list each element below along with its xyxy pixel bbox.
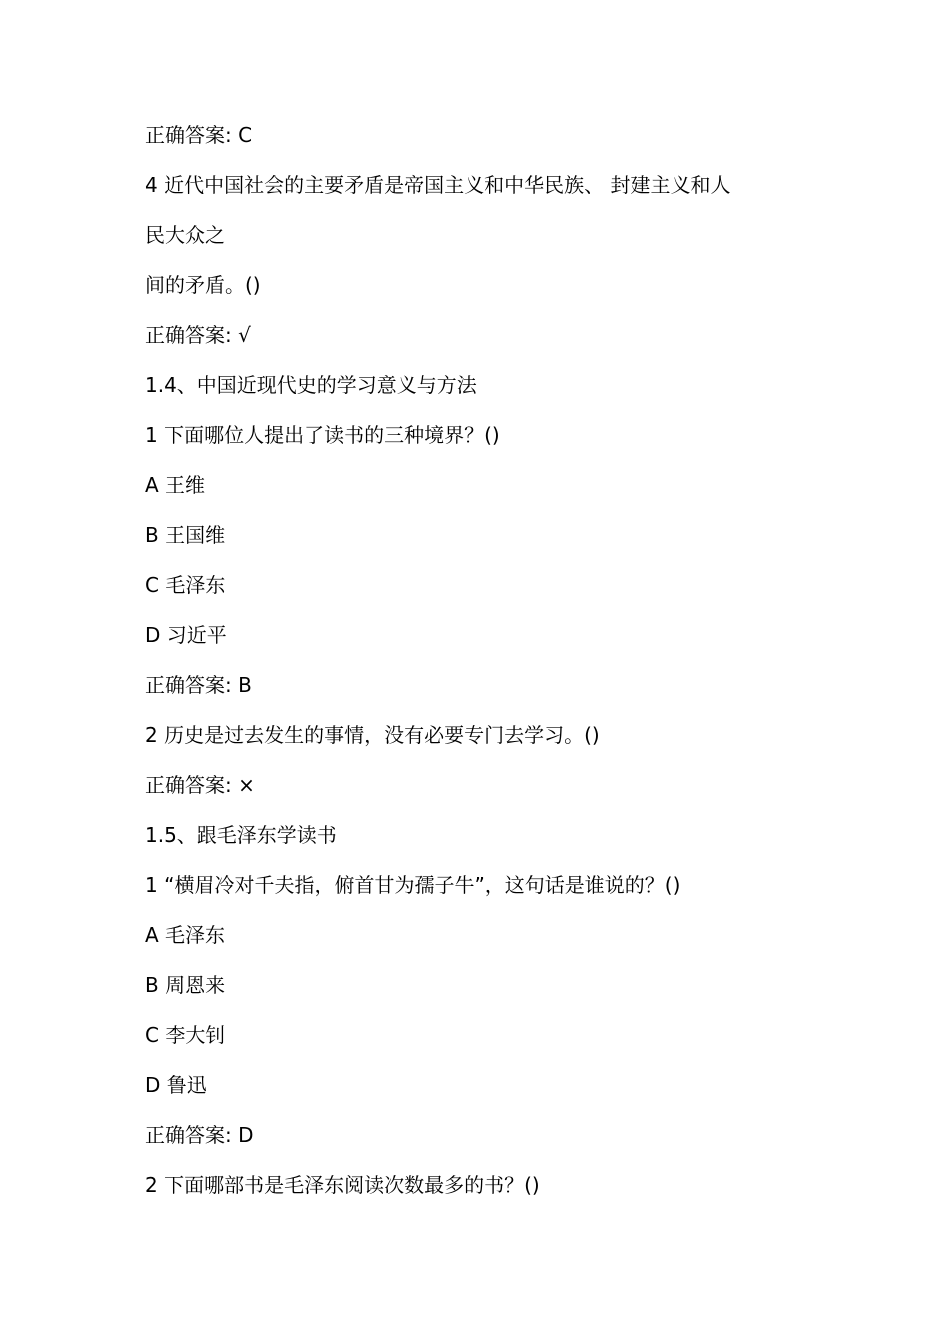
answer-line: 正确答案: C <box>145 123 253 147</box>
question-line: 2 下面哪部书是毛泽东阅读次数最多的书？() <box>145 1173 540 1197</box>
question-line-continued: 间的矛盾。() <box>145 273 261 297</box>
question-line: 1 下面哪位人提出了读书的三种境界？() <box>145 423 500 447</box>
question-line-continued: 民大众之 <box>145 223 225 247</box>
question-line: 2 历史是过去发生的事情，没有必要专门去学习。() <box>145 723 600 747</box>
option-line: A 王维 <box>145 473 206 497</box>
option-line: B 王国维 <box>145 523 226 547</box>
option-line: B 周恩来 <box>145 973 226 997</box>
option-line: C 毛泽东 <box>145 573 226 597</box>
question-line: 4 近代中国社会的主要矛盾是帝国主义和中华民族、 封建主义和人 <box>145 173 731 197</box>
option-line: D 习近平 <box>145 623 227 647</box>
section-heading: 1.5、跟毛泽东学读书 <box>145 823 337 847</box>
option-line: A 毛泽东 <box>145 923 226 947</box>
option-line: D 鲁迅 <box>145 1073 207 1097</box>
answer-line: 正确答案: B <box>145 673 252 697</box>
question-line: 1 “横眉冷对千夫指，俯首甘为孺子牛”，这句话是谁说的？() <box>145 873 681 897</box>
section-heading: 1.4、中国近现代史的学习意义与方法 <box>145 373 477 397</box>
answer-line: 正确答案: × <box>145 773 255 797</box>
option-line: C 李大钊 <box>145 1023 226 1047</box>
answer-line: 正确答案: D <box>145 1123 254 1147</box>
answer-line: 正确答案: √ <box>145 323 251 347</box>
